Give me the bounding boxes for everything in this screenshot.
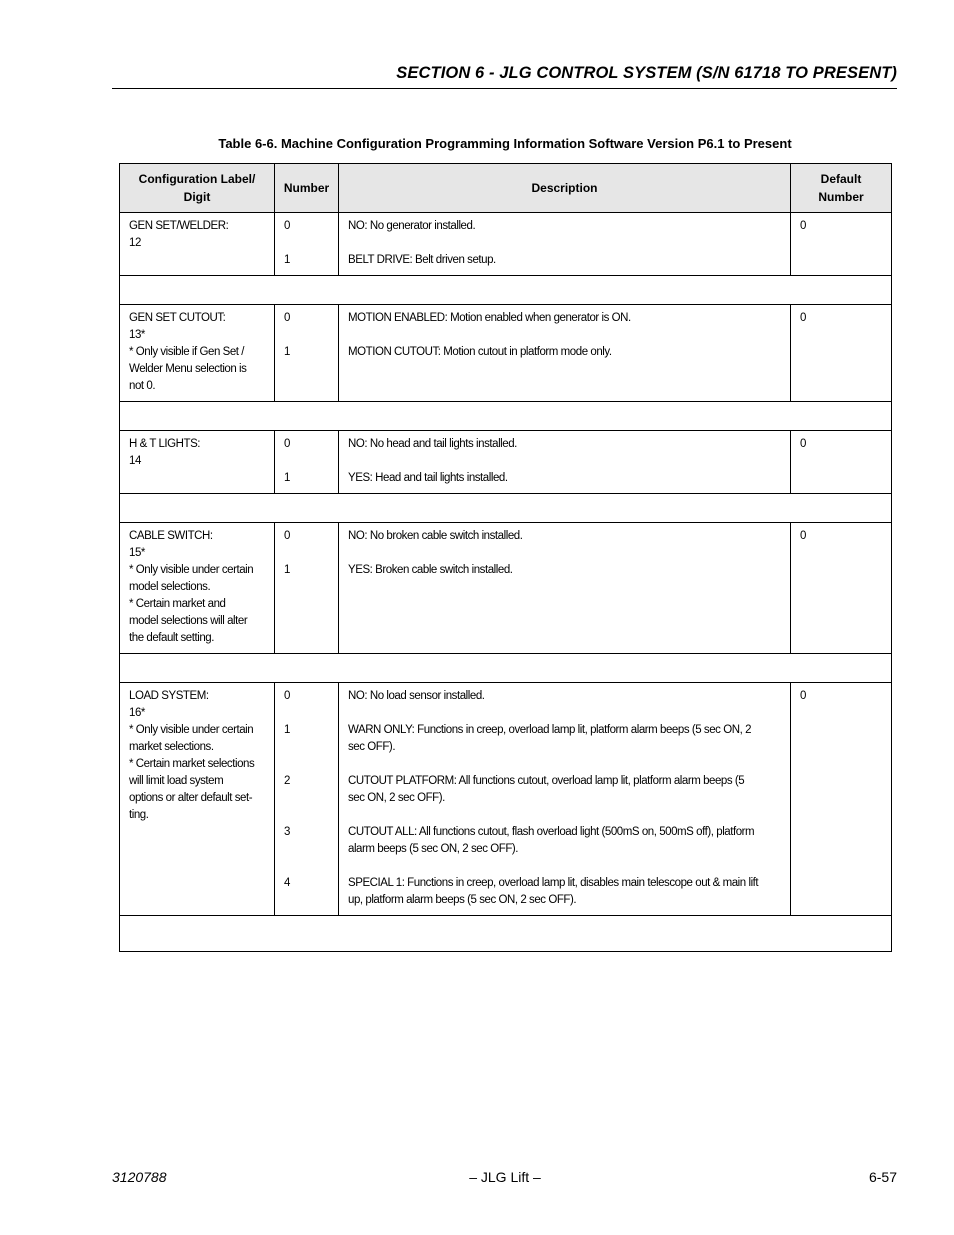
option-description: NO: No broken cable switch installed. [348,530,523,542]
number-cell [275,305,339,402]
number-cell [275,213,339,276]
footer-doc-number: 3120788 [112,1169,167,1185]
config-digit: 12 [129,237,141,249]
config-label: GEN SET/WELDER: [129,220,229,232]
option-number: 1 [284,472,290,484]
config-digit: 13* [129,329,145,341]
option-number: 0 [284,312,290,324]
number-cell [275,431,339,494]
header-default-number [791,164,892,213]
config-note: model selections will alter [129,615,248,627]
option-description: CUTOUT PLATFORM: All functions cutout, overload lamp lit, platform alarm beeps (5 [348,775,745,787]
description-cell [339,305,791,402]
config-note: * Only visible under certain [129,724,254,736]
option-description: SPECIAL 1: Functions in creep, overload lamp lit, disables main telescope out & main lift [348,877,759,889]
table-row [120,683,892,916]
option-number: 0 [284,530,290,542]
config-digit: 14 [129,455,141,467]
config-note: * Only visible if Gen Set / [129,346,245,358]
table-row [120,213,892,276]
option-number: 2 [284,775,290,787]
table-row [120,305,892,402]
config-digit: 15* [129,547,145,559]
description-cell [339,523,791,654]
config-digit: 16* [129,707,145,719]
number-cell [275,683,339,916]
table-row [120,431,892,494]
config-note: ting. [129,809,149,821]
default-cell: 0 [791,431,892,494]
spacer-row [120,494,892,523]
option-description: CUTOUT ALL: All functions cutout, flash overload light (500mS on, 500mS off), platform [348,826,755,838]
option-description: YES: Broken cable switch installed. [348,564,513,576]
config-label: H & T LIGHTS: [129,438,201,450]
header-rule [112,88,897,89]
option-number: 1 [284,346,290,358]
footer-publisher: – JLG Lift – [469,1169,541,1185]
table-caption: Table 6-6. Machine Configuration Programming Information Software Version P6.1 to Present [218,136,792,151]
description-cell [339,683,791,916]
description-cell [339,213,791,276]
section-title: SECTION 6 - JLG CONTROL SYSTEM (S/N 61718 TO PRESENT) [396,64,897,82]
config-note: will limit load system [129,775,224,787]
option-description: YES: Head and tail lights installed. [348,472,508,484]
spacer-row [120,276,892,305]
option-description-cont: alarm beeps (5 sec ON, 2 sec OFF). [348,843,519,855]
config-label: CABLE SWITCH: [129,530,213,542]
option-number: 1 [284,254,290,266]
config-note: * Certain market and [129,598,226,610]
option-number: 4 [284,877,290,889]
option-description: BELT DRIVE: Belt driven setup. [348,254,496,266]
default-cell: 0 [791,683,892,916]
table-header-row [120,164,892,213]
config-note: the default setting. [129,632,214,644]
option-description-cont: up, platform alarm beeps (5 sec ON, 2 sec OFF). [348,894,577,906]
option-number: 1 [284,724,290,736]
config-note: * Certain market selections [129,758,255,770]
config-label-cell [120,305,275,402]
option-description: MOTION CUTOUT: Motion cutout in platform mode only. [348,346,612,358]
description-cell [339,431,791,494]
config-label-cell [120,523,275,654]
header-default-line1: Default [820,172,862,186]
option-description: WARN ONLY: Functions in creep, overload lamp lit, platform alarm beeps (5 sec ON, 2 [348,724,752,736]
table-row [120,523,892,654]
config-note: model selections. [129,581,211,593]
spacer-row [120,916,892,952]
option-description-cont: sec ON, 2 sec OFF). [348,792,445,804]
header-description: Description [339,164,791,213]
spacer-row [120,402,892,431]
option-description: NO: No load sensor installed. [348,690,485,702]
config-note: market selections. [129,741,214,753]
config-label-cell [120,431,275,494]
spacer-row [120,654,892,683]
header-number: Number [275,164,339,213]
option-description-cont: sec OFF). [348,741,396,753]
header-config-label [120,164,275,213]
option-description: MOTION ENABLED: Motion enabled when generator is ON. [348,312,631,324]
header-default-line2: Number [818,190,864,204]
footer-page-number: 6-57 [868,1169,897,1185]
default-cell: 0 [791,305,892,402]
config-note: options or alter default set- [129,792,253,804]
option-description: NO: No head and tail lights installed. [348,438,517,450]
config-note: not 0. [129,380,156,392]
config-label-cell [120,213,275,276]
header-config-label-line1: Configuration Label/ [138,172,256,186]
option-number: 3 [284,826,290,838]
config-label: GEN SET CUTOUT: [129,312,226,324]
config-label: LOAD SYSTEM: [129,690,209,702]
configuration-table [119,163,892,952]
option-number: 0 [284,438,290,450]
default-cell: 0 [791,523,892,654]
config-note: Welder Menu selection is [129,363,247,375]
option-number: 0 [284,220,290,232]
option-number: 1 [284,564,290,576]
number-cell [275,523,339,654]
config-label-cell [120,683,275,916]
config-note: * Only visible under certain [129,564,254,576]
default-cell: 0 [791,213,892,276]
header-config-label-line2: Digit [183,190,211,204]
option-description: NO: No generator installed. [348,220,476,232]
option-number: 0 [284,690,290,702]
